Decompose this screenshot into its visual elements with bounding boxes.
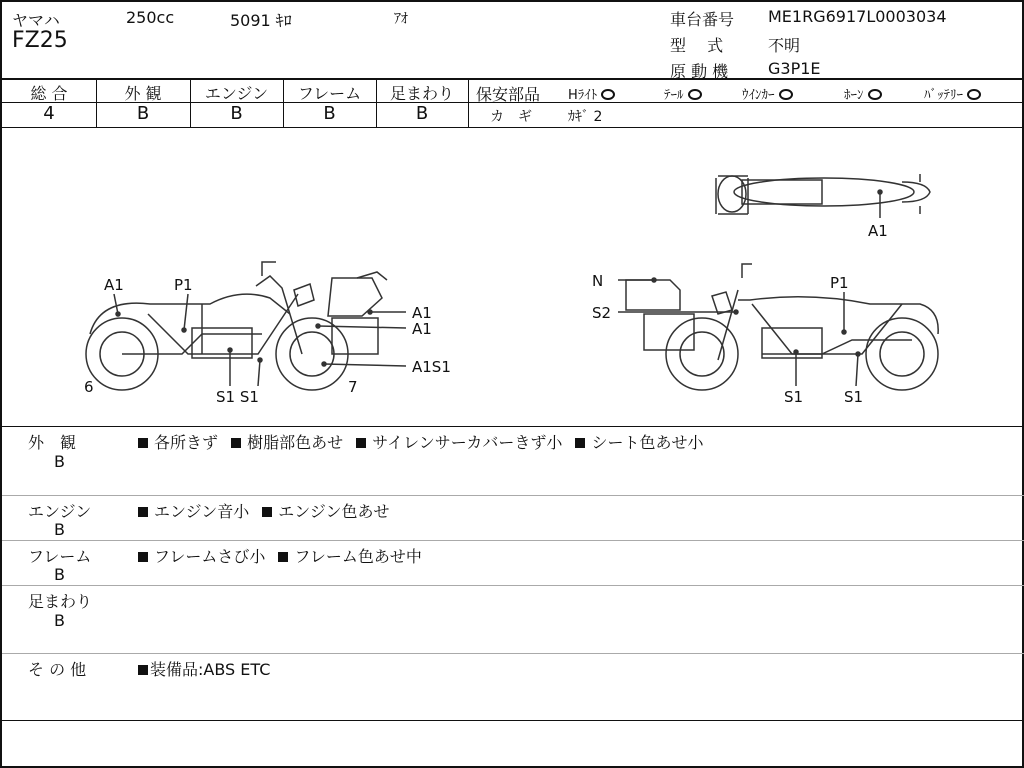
ok-circle-icon: [601, 89, 615, 100]
ok-circle-icon: [779, 89, 793, 100]
label-left-6: 6: [84, 378, 94, 396]
frame-no-label: 車台番号: [670, 10, 735, 29]
bullet-icon: [262, 507, 272, 517]
label-left-a1s1: A1S1: [412, 358, 451, 376]
type-label: 型 式: [670, 36, 724, 55]
label-top-a1: A1: [868, 222, 888, 240]
grade-exterior: B: [136, 103, 150, 124]
remark-items-engine: エンジン音小 エンジン色あせ: [138, 499, 390, 522]
key-label: カ ギ: [490, 109, 532, 125]
grade-header-suspension: 足まわり: [389, 84, 454, 103]
bullet-icon: [278, 552, 288, 562]
grade-engine: B: [230, 103, 243, 124]
bullet-icon: [575, 438, 585, 448]
label-left-a1: A1: [104, 276, 124, 294]
engine-model-label: 原 動 機: [670, 62, 729, 81]
safety-item-battery: ﾊﾞｯﾃﾘｰ: [924, 84, 981, 103]
model-name: FZ25: [12, 28, 68, 53]
mileage: 5091 ｷﾛ: [230, 11, 292, 30]
safety-item-winker: ｳｲﾝｶｰ: [742, 84, 793, 103]
label-right-p1: P1: [830, 274, 849, 292]
bullet-icon: [231, 438, 241, 448]
remark-grade-suspension: B: [54, 611, 65, 630]
remark-grade-exterior: B: [54, 452, 65, 471]
label-right-n: N: [592, 272, 604, 290]
safety-item-horn: ﾎｰﾝ: [844, 84, 882, 103]
label-left-s1s1: S1 S1: [216, 388, 259, 406]
color: ｱｵ: [394, 11, 408, 27]
label-right-s1-b: S1: [844, 388, 864, 406]
remark-label-frame: フレーム: [28, 547, 92, 566]
bullet-icon: [138, 507, 148, 517]
bike-left-view: [86, 262, 406, 390]
bike-top-view: [716, 174, 930, 218]
key-value: ｶｷﾞ 2: [568, 109, 603, 125]
bullet-icon: [138, 438, 148, 448]
grade-suspension: B: [415, 103, 429, 124]
bullet-icon: [138, 552, 148, 562]
remark-label-other: そ の 他: [28, 660, 87, 679]
ok-circle-icon: [868, 89, 882, 100]
displacement: 250cc: [126, 8, 175, 27]
ok-circle-icon: [967, 89, 981, 100]
ok-circle-icon: [688, 89, 702, 100]
label-left-a1-frame: A1: [412, 320, 432, 338]
remark-items-other: 装備品:ABS ETC: [138, 657, 270, 680]
label-left-a1-seat: A1: [412, 304, 432, 322]
grade-header-frame: フレーム: [297, 84, 362, 103]
label-left-7: 7: [348, 378, 358, 396]
safety-item-tail: ﾃｰﾙ: [664, 84, 702, 103]
bullet-icon: [138, 665, 148, 675]
bike-right-view: [618, 264, 938, 390]
safety-item-headlight: Hﾗｲﾄ: [568, 84, 615, 103]
remark-grade-frame: B: [54, 565, 65, 584]
frame-no: ME1RG6917L0003034: [768, 7, 947, 26]
label-right-s2: S2: [592, 304, 612, 322]
remark-label-suspension: 足まわり: [28, 592, 93, 611]
remark-grade-engine: B: [54, 520, 65, 539]
label-left-p1: P1: [174, 276, 193, 294]
remark-label-exterior: 外 観: [28, 433, 77, 452]
maker: ヤマハ: [12, 11, 60, 30]
damage-diagram: [2, 128, 1022, 426]
divider: [2, 78, 1024, 80]
label-right-s1-a: S1: [784, 388, 804, 406]
remark-items-exterior: 各所きず 樹脂部色あせ サイレンサーカバーきず小 シート色あせ小: [138, 430, 704, 453]
grade-header-exterior: 外 観: [124, 84, 162, 103]
type-value: 不明: [768, 36, 801, 55]
remark-label-engine: エンジン: [28, 502, 92, 521]
remark-items-frame: フレームさび小 フレーム色あせ中: [138, 544, 422, 567]
grade-header-total: 総 合: [30, 84, 68, 103]
grade-header-engine: エンジン: [204, 84, 269, 103]
engine-model: G3P1E: [768, 59, 821, 78]
bullet-icon: [356, 438, 366, 448]
grade-total: 4: [43, 103, 55, 124]
safety-parts-label: 保安部品: [476, 85, 541, 104]
grade-frame: B: [323, 103, 336, 124]
